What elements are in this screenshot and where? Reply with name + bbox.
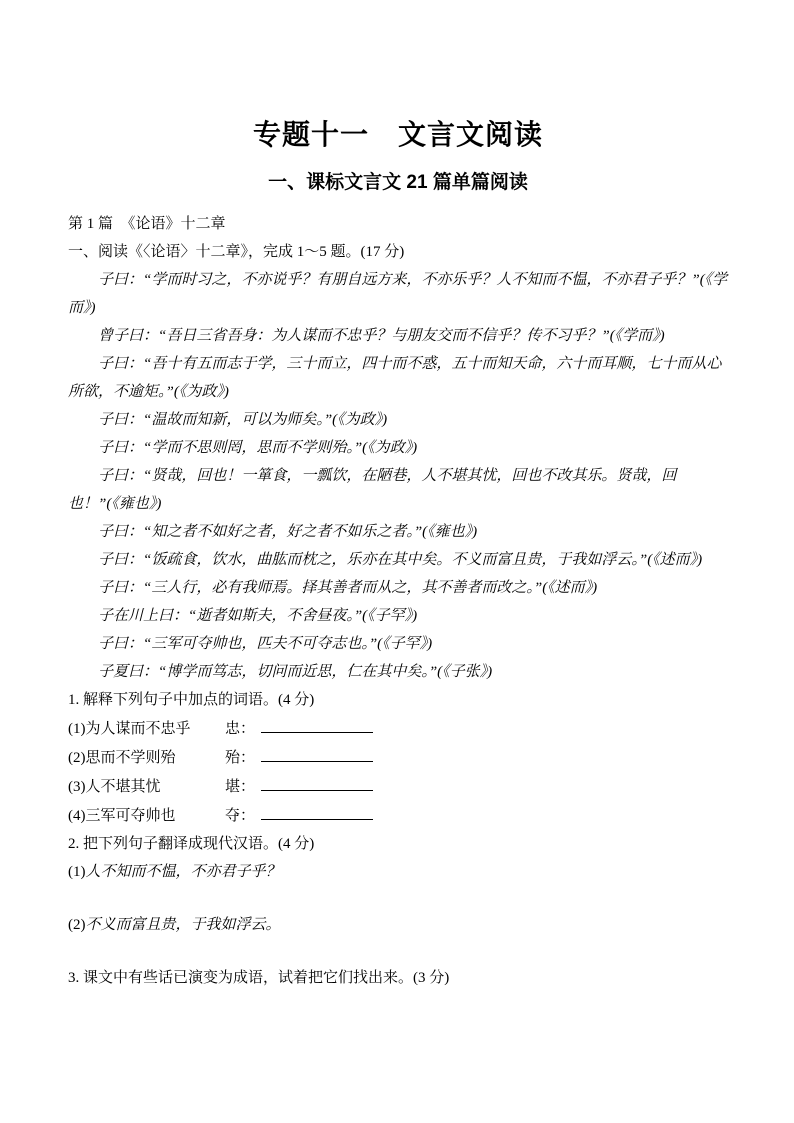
q2-item-number: (2) <box>68 917 86 933</box>
q2-item <box>68 858 728 911</box>
q1-answer-blank <box>261 743 373 762</box>
q2-item-sentence: 人不知而不愠，不亦君子乎？ <box>85 864 281 880</box>
question-3 <box>68 964 728 992</box>
q2-item-number: (1) <box>68 864 86 880</box>
passage-paragraph: 子曰：“饭疏食，饮水，曲肱而枕之，乐亦在其中矣。不义而富且贵，于我如浮云。”(《述而》) <box>98 552 703 568</box>
question-1-stem: 1. 解释下列句子中加点的词语。(4 分) <box>68 692 315 708</box>
q1-item-row <box>68 801 728 830</box>
passage-paragraph: 子曰：“三军可夺帅也，匹夫不可夺志也。”(《子罕》) <box>98 636 433 652</box>
passage-heading: 第 1 篇 《论语》十二章 <box>68 216 226 232</box>
passage-paragraph: 子曰：“三人行，必有我师焉。择其善者而从之，其不善者而改之。”(《述而》) <box>98 580 598 596</box>
question-2 <box>68 830 728 964</box>
q1-item-clause: (4)三军可夺帅也 <box>68 808 176 824</box>
q1-item-row <box>68 743 728 772</box>
q1-answer-blank <box>261 801 373 820</box>
q1-item-label: 忠： <box>225 721 256 737</box>
passage-intro: 一、阅读《〈论语〉十二章》，完成 1～5 题。(17 分) <box>68 244 405 260</box>
q1-answer-blank <box>261 772 373 791</box>
passage-paragraph: 子曰：“学而不思则罔，思而不学则殆。”(《为政》) <box>98 440 418 456</box>
question-1 <box>68 686 728 830</box>
passage-paragraph: 子在川上曰：“逝者如斯夫，不舍昼夜。”(《子罕》) <box>98 608 418 624</box>
passage-paragraph: 子曰：“温故而知新，可以为师矣。”(《为政》) <box>98 412 388 428</box>
q1-answer-blank <box>261 714 373 733</box>
q1-item-row <box>68 772 728 801</box>
passage-paragraph: 子夏曰：“博学而笃志，切问而近思，仁在其中矣。”(《子张》) <box>98 664 493 680</box>
passage-paragraph: 子曰：“学而时习之，不亦说乎？有朋自远方来，不亦乐乎？人不知而不愠，不亦君子乎？”(《学而》) <box>68 272 728 316</box>
section-subtitle: 一、课标文言文 21 篇单篇阅读 <box>268 172 528 193</box>
passage-paragraph: 子曰：“贤哉，回也！一箪食，一瓢饮，在陋巷，人不堪其忧，回也不改其乐。贤哉，回也！”(《雍也》) <box>68 468 677 512</box>
question-3-stem: 3. 课文中有些话已演变为成语，试着把它们找出来。(3 分) <box>68 970 450 986</box>
q1-item-label: 殆： <box>225 750 256 766</box>
q1-item-label: 堪： <box>225 779 256 795</box>
passage-paragraph: 子曰：“知之者不如好之者，好之者不如乐之者。”(《雍也》) <box>98 524 478 540</box>
passage-paragraph: 曾子曰：“吾日三省吾身：为人谋而不忠乎？与朋友交而不信乎？传不习乎？”(《学而》) <box>98 328 665 344</box>
passage-paragraph: 子曰：“吾十有五而志于学，三十而立，四十而不惑，五十而知天命，六十而耳顺，七十而从心所欲，不逾矩。”(《为政》) <box>68 356 722 400</box>
q1-item-clause: (2)思而不学则殆 <box>68 750 176 766</box>
passage-block <box>68 266 728 686</box>
page-title: 专题十一 文言文阅读 <box>252 119 543 150</box>
document-body <box>68 210 728 992</box>
q2-item-sentence: 不义而富且贵，于我如浮云。 <box>85 917 281 933</box>
q1-item-clause: (3)人不堪其忧 <box>68 779 161 795</box>
question-2-stem: 2. 把下列句子翻译成现代汉语。(4 分) <box>68 836 315 852</box>
q2-item <box>68 911 728 964</box>
q1-item-clause: (1)为人谋而不忠乎 <box>68 721 191 737</box>
q1-item-label: 夺： <box>225 808 256 824</box>
q1-item-row <box>68 714 728 743</box>
